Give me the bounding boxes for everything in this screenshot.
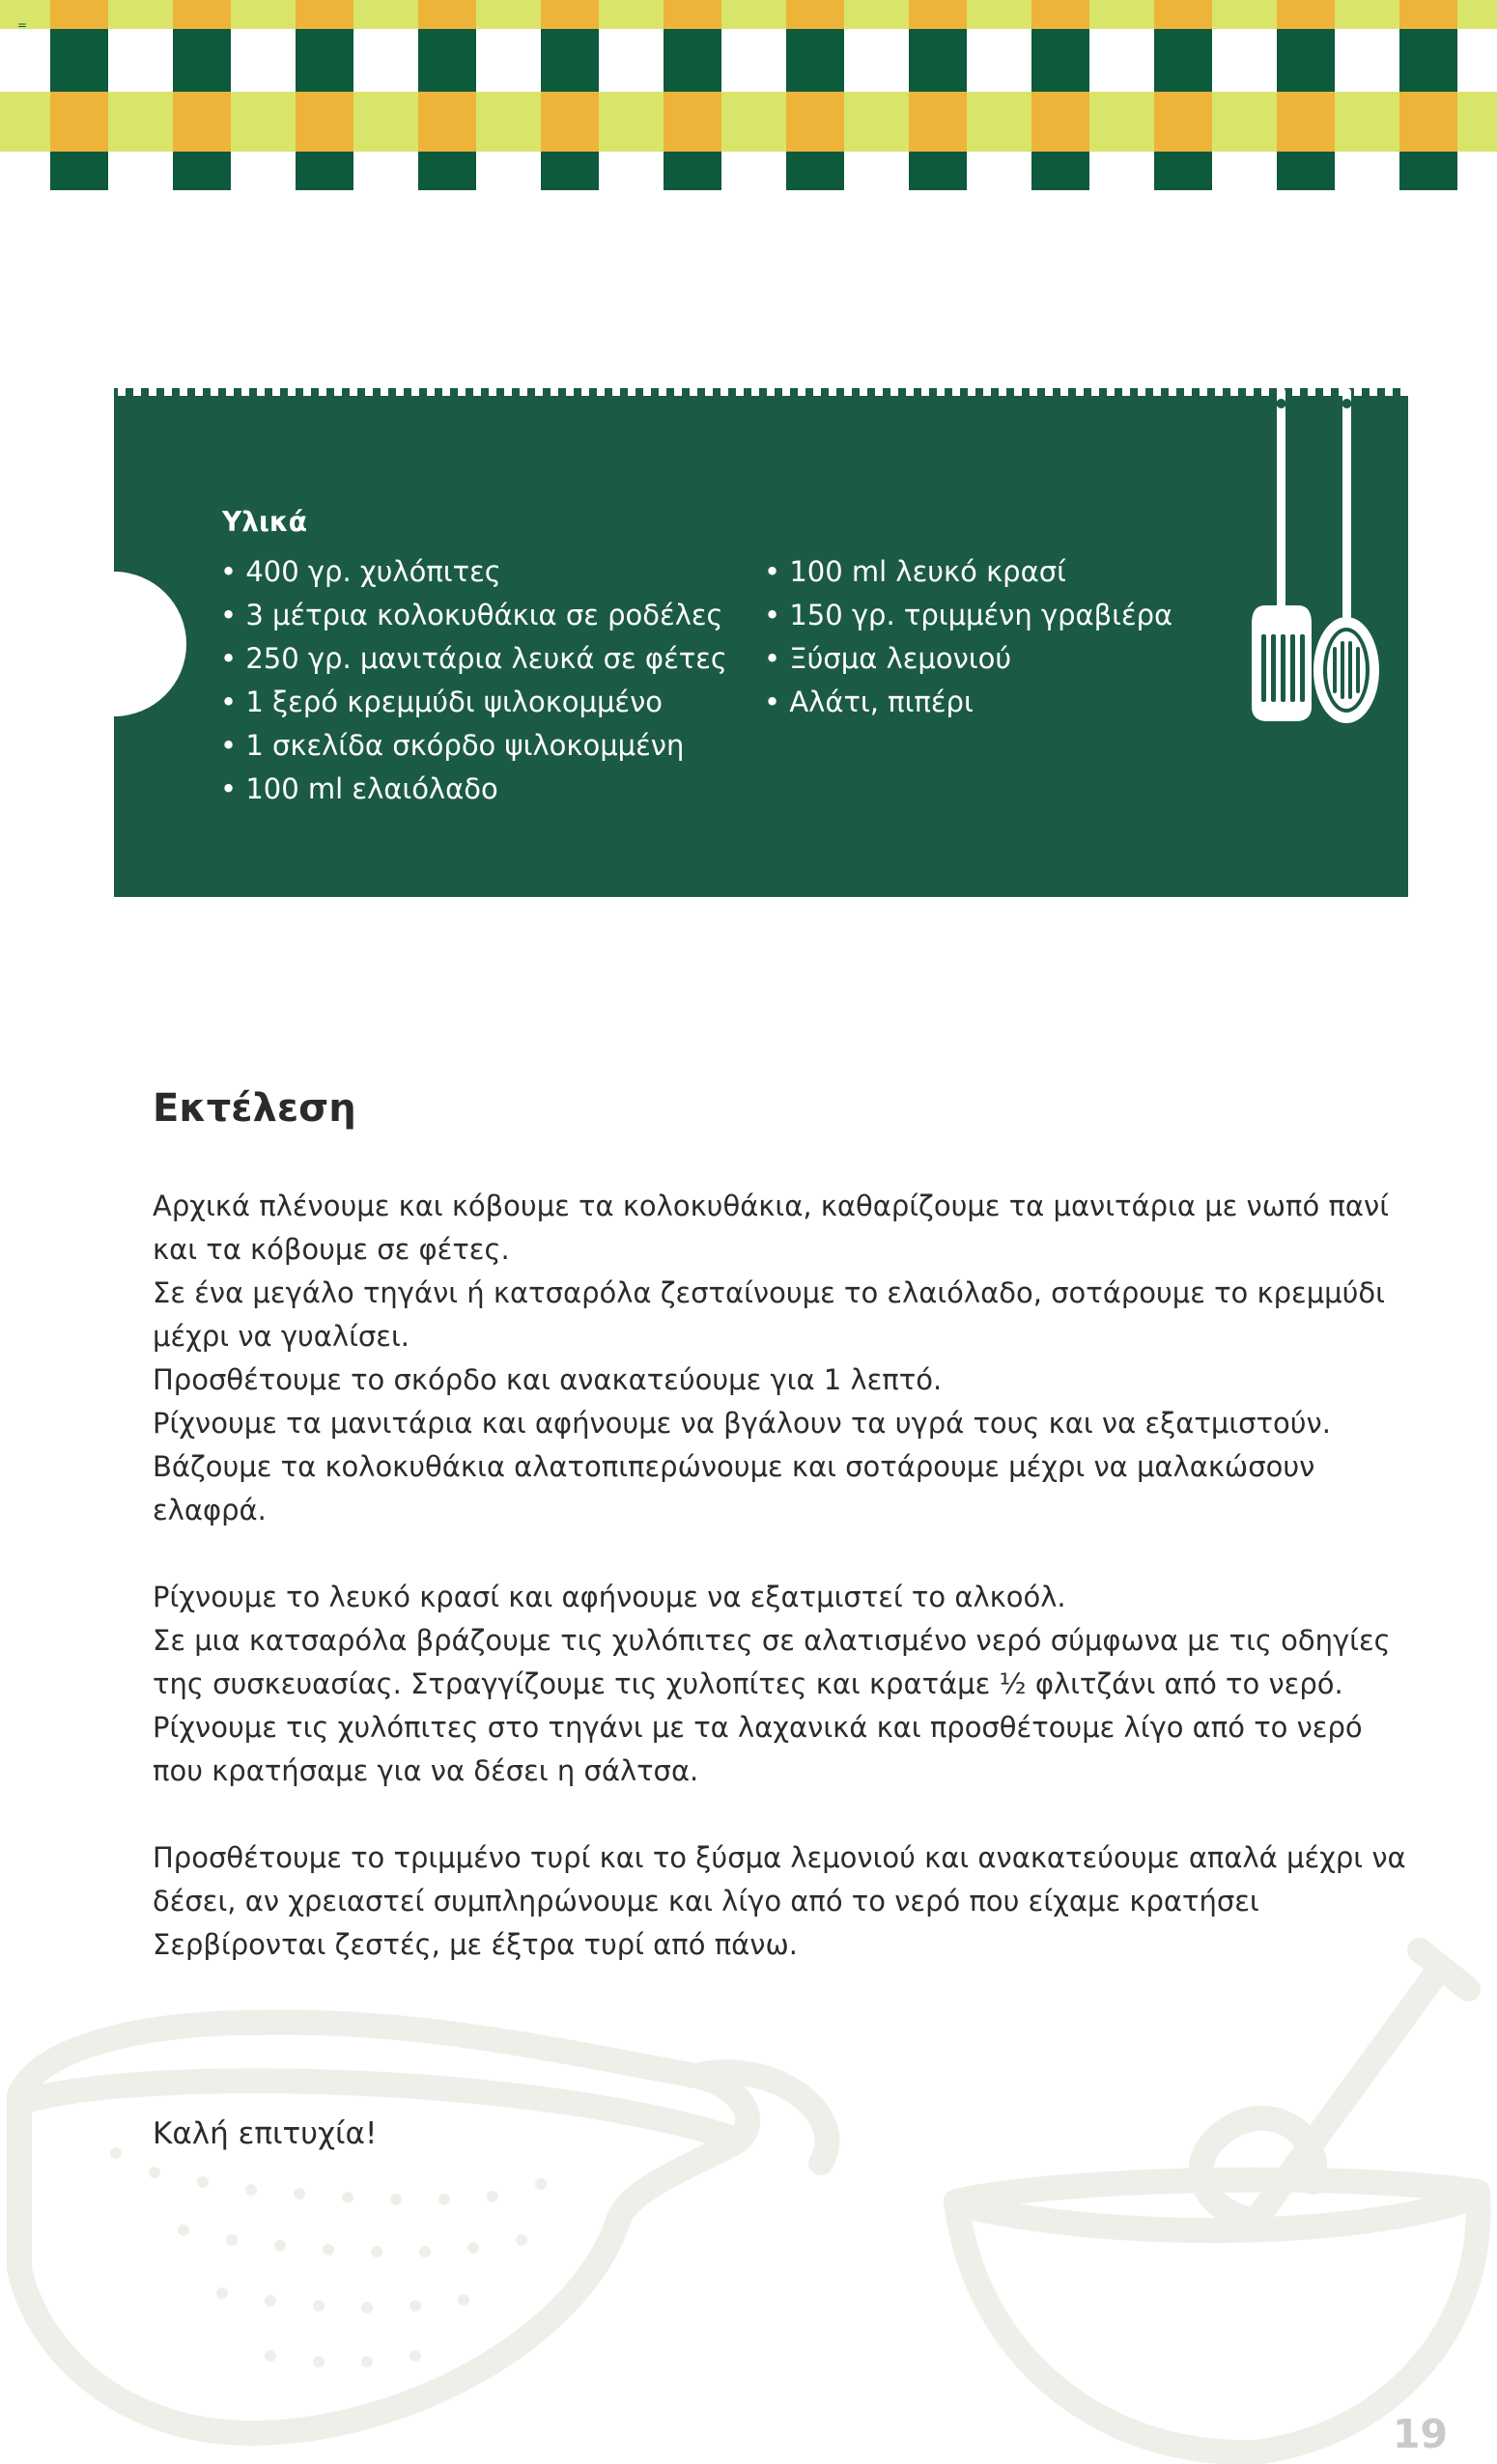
pattern-square	[1154, 152, 1212, 190]
pattern-square	[909, 0, 967, 29]
step-paragraph	[153, 1576, 1391, 1793]
pattern-square	[418, 152, 476, 190]
card-notch	[118, 388, 126, 396]
ingredient-item: • 100 ml ελαιόλαδο	[220, 768, 727, 811]
card-notch	[921, 388, 929, 396]
method-title: Εκτέλεση	[153, 1086, 356, 1131]
card-notch	[643, 388, 651, 396]
pattern-square	[50, 92, 108, 152]
pattern-square	[418, 92, 476, 152]
card-notch	[875, 388, 883, 396]
pattern-square	[786, 92, 844, 152]
pattern-square	[50, 29, 108, 92]
ingredients-list-left	[220, 550, 727, 811]
pattern-square	[1399, 0, 1457, 29]
ingredient-item: • 1 ξερό κρεμμύδι ψιλοκομμένο	[220, 681, 727, 724]
pattern-square	[664, 29, 721, 92]
step-line: Ρίχνουμε τα μανιτάρια και αφήνουμε να βγάλουν τα υγρά τους και να εξατμιστούν.	[153, 1407, 1331, 1440]
pattern-square	[909, 152, 967, 190]
card-notch	[442, 388, 450, 396]
card-notch	[381, 388, 388, 396]
card-notch	[581, 388, 589, 396]
card-semicircle-cutout	[114, 572, 186, 716]
pattern-square	[664, 0, 721, 29]
card-notch	[1400, 388, 1408, 396]
card-notch	[211, 388, 218, 396]
card-notch	[628, 388, 636, 396]
step-line: Σε ένα μεγάλο τηγάνι ή κατσαρόλα ζεσταίνουμε το ελαιόλαδο, σοτάρουμε το κρεμμύδι	[153, 1276, 1385, 1309]
card-notch	[520, 388, 527, 396]
step-line: Βάζουμε τα κολοκυθάκια αλατοπιπερώνουμε και σοτάρουμε μέχρι να μαλακώσουν	[153, 1450, 1315, 1483]
step-line: Ρίχνουμε το λευκό κρασί και αφήνουμε να εξατμιστεί το αλκοόλ.	[153, 1581, 1066, 1613]
spatula-and-slotted-spoon-icon	[1238, 388, 1383, 736]
pattern-square	[909, 92, 967, 152]
pattern-square	[296, 0, 353, 29]
card-notch	[1169, 388, 1176, 396]
card-notch	[504, 388, 512, 396]
card-notch	[489, 388, 496, 396]
card-notch	[473, 388, 481, 396]
card-notch	[1107, 388, 1115, 396]
card-notch	[427, 388, 435, 396]
card-notch	[1153, 388, 1161, 396]
step-line: ελαφρά.	[153, 1494, 267, 1526]
card-notch	[149, 388, 156, 396]
step-line: Ρίχνουμε τις χυλόπιτες στο τηγάνι με τα λαχανικά και προσθέτουμε λίγο από το νερό	[153, 1711, 1363, 1744]
pattern-square	[418, 0, 476, 29]
card-notch	[999, 388, 1006, 396]
ingredient-item: • 250 γρ. μανιτάρια λευκά σε φέτες	[220, 637, 727, 681]
card-notch	[1122, 388, 1130, 396]
step-line: που κρατήσαμε για να δέσει η σάλτσα.	[153, 1754, 699, 1787]
card-notch	[1060, 388, 1068, 396]
card-notch	[1230, 388, 1238, 396]
card-notch	[411, 388, 419, 396]
card-notch	[720, 388, 728, 396]
step-line: Προσθέτουμε το σκόρδο και ανακατεύουμε για 1 λεπτό.	[153, 1363, 943, 1396]
step-line: Σερβίρονται ζεστές, με έξτρα τυρί από πάνω.	[153, 1928, 798, 1961]
pattern-square	[909, 29, 967, 92]
card-notch	[257, 388, 265, 396]
card-notch	[272, 388, 280, 396]
pattern-square	[541, 0, 599, 29]
kitchenware-background-illustration	[0, 1931, 1497, 2464]
pattern-square	[173, 152, 231, 190]
page-number: 19	[1393, 2411, 1449, 2457]
card-notch	[906, 388, 914, 396]
header-mark: =	[17, 18, 28, 32]
pattern-square	[296, 92, 353, 152]
card-notch	[319, 388, 326, 396]
pattern-square	[173, 92, 231, 152]
card-notch	[226, 388, 234, 396]
card-notch	[350, 388, 357, 396]
pattern-square	[1277, 29, 1335, 92]
step-line: Αρχικά πλένουμε και κόβουμε τα κολοκυθάκια, καθαρίζουμε τα μανιτάρια με νωπό πανί	[153, 1190, 1390, 1222]
ingredient-item: • 400 γρ. χυλόπιτες	[220, 550, 727, 594]
card-notch	[1045, 388, 1053, 396]
card-notch	[164, 388, 172, 396]
pattern-square	[296, 152, 353, 190]
pattern-square	[418, 29, 476, 92]
card-notch	[844, 388, 852, 396]
pattern-square	[50, 0, 108, 29]
pattern-square	[786, 29, 844, 92]
card-notch	[736, 388, 744, 396]
card-notch	[1076, 388, 1084, 396]
step-paragraph	[153, 1836, 1406, 1967]
ingredient-item: • 150 γρ. τριμμένη γραβιέρα	[764, 594, 1172, 637]
ingredient-item: • 3 μέτρια κολοκυθάκια σε ροδέλες	[220, 594, 727, 637]
pattern-square	[664, 92, 721, 152]
pattern-square	[541, 92, 599, 152]
pattern-square	[1031, 92, 1089, 152]
card-notch	[288, 388, 296, 396]
pattern-square	[1399, 92, 1457, 152]
colander-holes	[110, 2147, 547, 2367]
pattern-square	[50, 152, 108, 190]
card-notch	[1091, 388, 1099, 396]
pattern-square	[1031, 29, 1089, 92]
step-line: μέχρι να γυαλίσει.	[153, 1320, 410, 1353]
card-notch	[674, 388, 682, 396]
pattern-square	[1399, 29, 1457, 92]
card-notch	[767, 388, 775, 396]
card-notch	[705, 388, 713, 396]
card-notch	[133, 388, 141, 396]
step-line: της συσκευασίας. Στραγγίζουμε τις χυλοπίτες και κρατάμε ½ φλιτζάνι από το νερό.	[153, 1667, 1343, 1700]
card-notch	[365, 388, 373, 396]
card-notch	[458, 388, 466, 396]
card-notch	[303, 388, 311, 396]
card-notch	[890, 388, 898, 396]
card-notch	[396, 388, 404, 396]
pattern-square	[1277, 152, 1335, 190]
ingredients-card	[114, 388, 1408, 897]
card-notch	[566, 388, 574, 396]
card-notch	[751, 388, 759, 396]
pattern-square	[1277, 92, 1335, 152]
step-line: δέσει, αν χρειαστεί συμπληρώνουμε και λίγο από το νερό που είχαμε κρατήσει	[153, 1885, 1259, 1918]
card-notch	[1200, 388, 1207, 396]
card-notch	[1385, 388, 1393, 396]
pattern-square	[1031, 0, 1089, 29]
pattern-square	[786, 0, 844, 29]
ingredient-item: • 100 ml λευκό κρασί	[764, 550, 1172, 594]
ingredient-item: • Αλάτι, πιπέρι	[764, 681, 1172, 724]
card-notch	[937, 388, 945, 396]
closing-wish: Καλή επιτυχία!	[153, 2116, 378, 2151]
card-notch	[782, 388, 790, 396]
pattern-square	[786, 152, 844, 190]
pattern-square	[296, 29, 353, 92]
card-notch	[1215, 388, 1223, 396]
pattern-square	[173, 29, 231, 92]
ingredient-item: • 1 σκελίδα σκόρδο ψιλοκομμένη	[220, 724, 727, 768]
card-notch	[535, 388, 543, 396]
pattern-square	[541, 29, 599, 92]
pattern-square	[173, 0, 231, 29]
card-notch	[860, 388, 867, 396]
card-notch	[241, 388, 249, 396]
card-notch	[968, 388, 975, 396]
card-notch	[829, 388, 836, 396]
pattern-square	[1277, 0, 1335, 29]
card-notch	[983, 388, 991, 396]
card-notch	[1014, 388, 1022, 396]
ingredients-title: Υλικά	[222, 506, 308, 538]
card-notch	[1184, 388, 1192, 396]
step-line: Προσθέτουμε το τριμμένο τυρί και το ξύσμα λεμονιού και ανακατεύουμε απαλά μέχρι να	[153, 1841, 1406, 1874]
pattern-square	[541, 152, 599, 190]
card-notch	[195, 388, 203, 396]
card-notch	[798, 388, 805, 396]
method-steps	[153, 1185, 1406, 2010]
pattern-square	[1399, 152, 1457, 190]
pattern-square	[1154, 0, 1212, 29]
card-notch	[659, 388, 666, 396]
step-paragraph	[153, 1185, 1390, 1532]
card-notch	[597, 388, 605, 396]
step-line: Σε μια κατσαρόλα βράζουμε τις χυλόπιτες σε αλατισμένο νερό σύμφωνα με τις οδηγίες	[153, 1624, 1391, 1657]
card-notch	[1138, 388, 1145, 396]
card-notch	[813, 388, 821, 396]
checkered-header-pattern	[0, 0, 1497, 193]
card-notch	[690, 388, 697, 396]
card-notch	[1030, 388, 1037, 396]
step-line: και τα κόβουμε σε φέτες.	[153, 1233, 510, 1266]
ingredient-item: • Ξύσμα λεμονιού	[764, 637, 1172, 681]
card-notch	[551, 388, 558, 396]
card-notch	[952, 388, 960, 396]
card-notch	[334, 388, 342, 396]
pattern-square	[664, 152, 721, 190]
pattern-square	[1154, 92, 1212, 152]
pattern-square	[1031, 152, 1089, 190]
ingredients-list-right	[764, 550, 1172, 724]
card-notch	[612, 388, 620, 396]
card-notch	[180, 388, 187, 396]
pattern-square	[1154, 29, 1212, 92]
